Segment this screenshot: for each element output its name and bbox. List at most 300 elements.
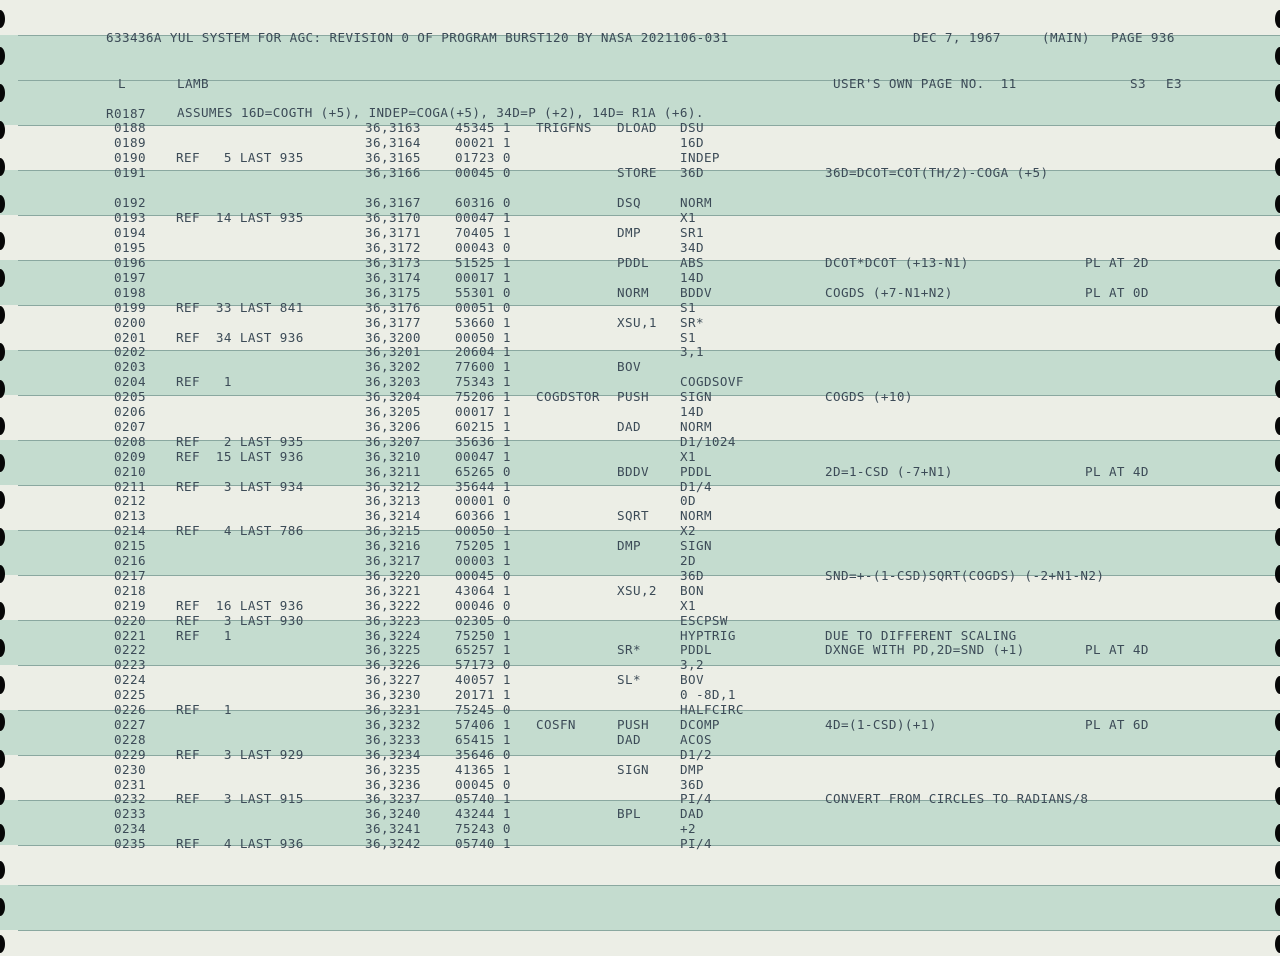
operand: NORM (680, 418, 712, 434)
octal-word: 00047 1 (455, 210, 511, 226)
operand: NORM (680, 508, 712, 524)
operand: 0 -8D,1 (680, 687, 736, 703)
address: 36,3166 (365, 164, 421, 180)
operand: BON (680, 582, 704, 598)
listing-row (0, 271, 1280, 286)
listing-row (0, 435, 1280, 450)
address: 36,3241 (365, 821, 421, 837)
address: 36,3222 (365, 597, 421, 613)
line-number: 0213 (114, 508, 146, 524)
operand: 14D (680, 404, 704, 419)
operand: ACOS (680, 731, 712, 747)
ref-note: REF 1 (176, 627, 232, 643)
operand: 16D (680, 134, 704, 150)
operand: BDDV (680, 284, 712, 300)
header-date: DEC 7, 1967 (913, 30, 1001, 45)
octal-word: 41365 1 (455, 761, 511, 777)
line-number: 0189 (114, 134, 146, 150)
octal-word: 75343 1 (455, 374, 511, 390)
listing-row (0, 614, 1280, 629)
line-number: 0230 (114, 761, 146, 777)
address: 36,3236 (365, 776, 421, 792)
line-number: 0234 (114, 821, 146, 837)
address: 36,3167 (365, 195, 421, 211)
line-number: 0193 (114, 210, 146, 226)
operand: S1 (680, 299, 696, 315)
ref-note: REF 3 LAST 930 (176, 612, 304, 628)
line-number: 0204 (114, 374, 146, 390)
octal-word: 53660 1 (455, 314, 511, 330)
operand: 2D (680, 553, 696, 568)
operand: ESCPSW (680, 612, 728, 628)
line-number: 0214 (114, 523, 146, 539)
operand: X2 (680, 523, 696, 539)
comment: 4D=(1-CSD)(+1) (825, 716, 937, 732)
octal-word: 75205 1 (455, 538, 511, 554)
operand: X1 (680, 448, 696, 464)
address: 36,3225 (365, 642, 421, 658)
opcode: DMP (617, 225, 641, 241)
line-number: 0205 (114, 389, 146, 405)
operand: SIGN (680, 389, 712, 405)
opcode: BDDV (617, 463, 649, 479)
subheader-l: L (118, 76, 126, 91)
ref-note: REF 2 LAST 935 (176, 433, 304, 449)
line-number: 0194 (114, 225, 146, 241)
octal-word: 05740 1 (455, 836, 511, 852)
comment: DXNGE WITH PD,2D=SND (+1) (825, 642, 1025, 658)
operand: DAD (680, 806, 704, 822)
line-number: 0224 (114, 672, 146, 688)
octal-word: 65257 1 (455, 642, 511, 658)
octal-word: 45345 1 (455, 120, 511, 135)
address: 36,3237 (365, 791, 421, 807)
octal-word: 35646 0 (455, 746, 511, 762)
listing-row (0, 316, 1280, 331)
address: 36,3227 (365, 672, 421, 688)
comment: 2D=1-CSD (-7+N1) (825, 463, 953, 479)
address: 36,3204 (365, 389, 421, 405)
line-number: 0203 (114, 359, 146, 375)
octal-word: 57406 1 (455, 716, 511, 732)
feed-hole (1275, 84, 1280, 102)
listing-row (0, 599, 1280, 614)
pushlist-note: PL AT 0D (1085, 284, 1149, 300)
ref-note: REF 4 LAST 936 (176, 836, 304, 852)
octal-word: 00017 1 (455, 404, 511, 419)
opcode: DLOAD (617, 120, 657, 135)
opcode: DMP (617, 538, 641, 554)
line-number: 0198 (114, 284, 146, 300)
comment: DUE TO DIFFERENT SCALING (825, 627, 1017, 643)
address: 36,3177 (365, 314, 421, 330)
listing-row (0, 226, 1280, 241)
listing-row (0, 629, 1280, 644)
line-number: 0228 (114, 731, 146, 747)
operand: HALFCIRC (680, 702, 744, 717)
octal-word: 70405 1 (455, 225, 511, 241)
octal-word: 00050 1 (455, 329, 511, 345)
listing-row (0, 539, 1280, 554)
operand: 3,2 (680, 657, 704, 673)
line-number: 0191 (114, 164, 146, 180)
operand: 14D (680, 269, 704, 285)
octal-word: 00045 0 (455, 164, 511, 180)
line-number: 0192 (114, 195, 146, 211)
listing-row (0, 256, 1280, 271)
address: 36,3173 (365, 255, 421, 270)
address: 36,3201 (365, 344, 421, 360)
address: 36,3206 (365, 418, 421, 434)
band-rule (18, 885, 1280, 886)
ref-note: REF 3 LAST 915 (176, 791, 304, 807)
octal-word: 00045 0 (455, 776, 511, 792)
operand: NORM (680, 195, 712, 211)
octal-word: 40057 1 (455, 672, 511, 688)
address: 36,3220 (365, 567, 421, 583)
line-number: 0206 (114, 404, 146, 419)
opcode: XSU,2 (617, 582, 657, 598)
ref-note: REF 14 LAST 935 (176, 210, 304, 226)
operand: BOV (680, 672, 704, 688)
ref-note: REF 3 LAST 929 (176, 746, 304, 762)
operand: PI/4 (680, 836, 712, 852)
listing-row (0, 643, 1280, 658)
listing-row (0, 807, 1280, 822)
line-number: 0218 (114, 582, 146, 598)
paper-band (0, 885, 1280, 930)
listing-row (0, 688, 1280, 703)
header-section: (MAIN) (1042, 30, 1090, 45)
pushlist-note: PL AT 4D (1085, 642, 1149, 658)
line-number: 0188 (114, 120, 146, 135)
listing-row (0, 509, 1280, 524)
listing-row (0, 196, 1280, 211)
listing-row (0, 554, 1280, 569)
feed-hole (1275, 10, 1280, 28)
assumes-text: ASSUMES 16D=COGTH (+5), INDEP=COGA(+5), 34D=P (+2), 14D= R1A (+6). (177, 105, 704, 120)
listing-row (0, 658, 1280, 673)
comment: DCOT*DCOT (+13-N1) (825, 255, 969, 270)
ref-note: REF 1 (176, 702, 232, 717)
label-tag: TRIGFNS (536, 120, 592, 135)
operand: SR1 (680, 225, 704, 241)
opcode: PUSH (617, 716, 649, 732)
address: 36,3170 (365, 210, 421, 226)
feed-hole (1275, 861, 1280, 879)
feed-hole (1275, 47, 1280, 65)
ref-note: REF 16 LAST 936 (176, 597, 304, 613)
opcode: DAD (617, 731, 641, 747)
line-number: 0217 (114, 567, 146, 583)
pushlist-note: PL AT 4D (1085, 463, 1149, 479)
listing-row (0, 494, 1280, 509)
line-number: 0227 (114, 716, 146, 732)
opcode: DAD (617, 418, 641, 434)
listing-row (0, 241, 1280, 256)
ref-note: REF 1 (176, 374, 232, 390)
address: 36,3231 (365, 702, 421, 717)
octal-word: 20171 1 (455, 687, 511, 703)
line-number: 0220 (114, 612, 146, 628)
address: 36,3212 (365, 478, 421, 494)
feed-hole (1275, 898, 1280, 916)
address: 36,3223 (365, 612, 421, 628)
address: 36,3234 (365, 746, 421, 762)
operand: ABS (680, 255, 704, 270)
octal-word: 51525 1 (455, 255, 511, 270)
address: 36,3200 (365, 329, 421, 345)
comment: COGDS (+10) (825, 389, 913, 405)
listing-row (0, 121, 1280, 136)
octal-word: 00001 0 (455, 493, 511, 509)
line-number: 0216 (114, 553, 146, 568)
listing-row (0, 450, 1280, 465)
line-number: 0223 (114, 657, 146, 673)
subheader-s3: S3 (1130, 76, 1146, 91)
listing-row (0, 673, 1280, 688)
listing-row (0, 718, 1280, 733)
address: 36,3213 (365, 493, 421, 509)
ref-note: REF 5 LAST 935 (176, 149, 304, 165)
line-number: 0231 (114, 776, 146, 792)
address: 36,3171 (365, 225, 421, 241)
operand: PDDL (680, 463, 712, 479)
address: 36,3214 (365, 508, 421, 524)
listing-row (0, 301, 1280, 316)
operand: 3,1 (680, 344, 704, 360)
address: 36,3211 (365, 463, 421, 479)
operand: D1/4 (680, 478, 712, 494)
opcode: STORE (617, 164, 657, 180)
line-number: 0190 (114, 149, 146, 165)
listing-row (0, 420, 1280, 435)
comment: 36D=DCOT=COT(TH/2)-COGA (+5) (825, 164, 1049, 180)
octal-word: 00045 0 (455, 567, 511, 583)
octal-word: 77600 1 (455, 359, 511, 375)
opcode: SQRT (617, 508, 649, 524)
assumes-number: R0187 (106, 106, 146, 121)
listing-row (0, 345, 1280, 360)
listing-row (0, 375, 1280, 390)
octal-word: 55301 0 (455, 284, 511, 300)
operand: X1 (680, 597, 696, 613)
line-number: 0222 (114, 642, 146, 658)
paper-band (0, 930, 1280, 956)
label-tag: COGDSTOR (536, 389, 600, 405)
label-tag: COSFN (536, 716, 576, 732)
address: 36,3224 (365, 627, 421, 643)
octal-word: 65265 0 (455, 463, 511, 479)
opcode: DSQ (617, 195, 641, 211)
octal-word: 75250 1 (455, 627, 511, 643)
octal-word: 00003 1 (455, 553, 511, 568)
operand: PDDL (680, 642, 712, 658)
octal-word: 05740 1 (455, 791, 511, 807)
opcode: SIGN (617, 761, 649, 777)
address: 36,3233 (365, 731, 421, 747)
opcode: SR* (617, 642, 641, 658)
octal-word: 60366 1 (455, 508, 511, 524)
listing-row (0, 166, 1280, 181)
address: 36,3216 (365, 538, 421, 554)
octal-word: 00021 1 (455, 134, 511, 150)
octal-word: 43064 1 (455, 582, 511, 598)
comment: COGDS (+7-N1+N2) (825, 284, 953, 300)
listing-row (0, 748, 1280, 763)
ref-note: REF 3 LAST 934 (176, 478, 304, 494)
octal-word: 35644 1 (455, 478, 511, 494)
feed-hole (1275, 935, 1280, 953)
ref-note: REF 15 LAST 936 (176, 448, 304, 464)
listing-row (0, 405, 1280, 420)
listing-row (0, 763, 1280, 778)
opcode: NORM (617, 284, 649, 300)
operand: 36D (680, 164, 704, 180)
address: 36,3226 (365, 657, 421, 673)
listing-row (0, 822, 1280, 837)
line-number: 0209 (114, 448, 146, 464)
line-number: 0215 (114, 538, 146, 554)
octal-word: 75243 0 (455, 821, 511, 837)
pushlist-note: PL AT 6D (1085, 716, 1149, 732)
operand: SIGN (680, 538, 712, 554)
address: 36,3235 (365, 761, 421, 777)
address: 36,3163 (365, 120, 421, 135)
line-number: 0219 (114, 597, 146, 613)
address: 36,3172 (365, 240, 421, 256)
listing-row (0, 792, 1280, 807)
address: 36,3232 (365, 716, 421, 732)
octal-word: 02305 0 (455, 612, 511, 628)
opcode: BOV (617, 359, 641, 375)
operand: DSU (680, 120, 704, 135)
line-number: 0211 (114, 478, 146, 494)
listing-row (0, 837, 1280, 852)
line-number: 0225 (114, 687, 146, 703)
listing-row (0, 360, 1280, 375)
ref-note: REF 33 LAST 841 (176, 299, 304, 315)
operand: D1/1024 (680, 433, 736, 449)
line-number: 0195 (114, 240, 146, 256)
line-number: 0207 (114, 418, 146, 434)
listing-row (0, 584, 1280, 599)
operand: X1 (680, 210, 696, 226)
octal-word: 60215 1 (455, 418, 511, 434)
address: 36,3165 (365, 149, 421, 165)
subheader-e3: E3 (1166, 76, 1182, 91)
subheader-name: LAMB (177, 76, 209, 91)
opcode: XSU,1 (617, 314, 657, 330)
octal-word: 00047 1 (455, 448, 511, 464)
address: 36,3230 (365, 687, 421, 703)
line-number: 0226 (114, 702, 146, 717)
address: 36,3164 (365, 134, 421, 150)
octal-word: 60316 0 (455, 195, 511, 211)
address: 36,3202 (365, 359, 421, 375)
operand: 0D (680, 493, 696, 509)
octal-word: 00043 0 (455, 240, 511, 256)
listing-row (0, 703, 1280, 718)
operand: INDEP (680, 149, 720, 165)
address: 36,3240 (365, 806, 421, 822)
operand: D1/2 (680, 746, 712, 762)
octal-word: 00051 0 (455, 299, 511, 315)
operand: SR* (680, 314, 704, 330)
listing-row (0, 211, 1280, 226)
operand: DCOMP (680, 716, 720, 732)
address: 36,3210 (365, 448, 421, 464)
header-page: PAGE 936 (1111, 30, 1175, 45)
octal-word: 57173 0 (455, 657, 511, 673)
line-number: 0199 (114, 299, 146, 315)
octal-word: 00046 0 (455, 597, 511, 613)
listing-row (0, 331, 1280, 346)
line-number: 0232 (114, 791, 146, 807)
opcode: SL* (617, 672, 641, 688)
address: 36,3176 (365, 299, 421, 315)
address: 36,3174 (365, 269, 421, 285)
octal-word: 35636 1 (455, 433, 511, 449)
address: 36,3217 (365, 553, 421, 568)
octal-word: 00050 1 (455, 523, 511, 539)
operand: DMP (680, 761, 704, 777)
listing-row (0, 524, 1280, 539)
octal-word: 65415 1 (455, 731, 511, 747)
address: 36,3207 (365, 433, 421, 449)
address: 36,3203 (365, 374, 421, 390)
listing-row (0, 151, 1280, 166)
listing-row (0, 778, 1280, 793)
listing-row (0, 390, 1280, 405)
operand: 36D (680, 567, 704, 583)
line-number: 0202 (114, 344, 146, 360)
line-number: 0229 (114, 746, 146, 762)
listing-row (0, 733, 1280, 748)
operand: COGDSOVF (680, 374, 744, 390)
operand: HYPTRIG (680, 627, 736, 643)
octal-word: 01723 0 (455, 149, 511, 165)
line-number: 0212 (114, 493, 146, 509)
address: 36,3242 (365, 836, 421, 852)
operand: PI/4 (680, 791, 712, 807)
subheader-user-page: USER'S OWN PAGE NO. 11 (833, 76, 1017, 91)
octal-word: 00017 1 (455, 269, 511, 285)
address: 36,3215 (365, 523, 421, 539)
octal-word: 75206 1 (455, 389, 511, 405)
line-number: 0233 (114, 806, 146, 822)
opcode: BPL (617, 806, 641, 822)
operand: +2 (680, 821, 696, 837)
octal-word: 20604 1 (455, 344, 511, 360)
address: 36,3175 (365, 284, 421, 300)
opcode: PUSH (617, 389, 649, 405)
address: 36,3205 (365, 404, 421, 419)
listing-row (0, 136, 1280, 151)
octal-word: 43244 1 (455, 806, 511, 822)
band-rule (18, 930, 1280, 931)
line-number: 0235 (114, 836, 146, 852)
address: 36,3221 (365, 582, 421, 598)
listing-row (0, 569, 1280, 584)
line-number: 0201 (114, 329, 146, 345)
listing-row (0, 286, 1280, 301)
line-number: 0197 (114, 269, 146, 285)
ref-note: REF 4 LAST 786 (176, 523, 304, 539)
listing-row (0, 480, 1280, 495)
operand: S1 (680, 329, 696, 345)
operand: 34D (680, 240, 704, 256)
